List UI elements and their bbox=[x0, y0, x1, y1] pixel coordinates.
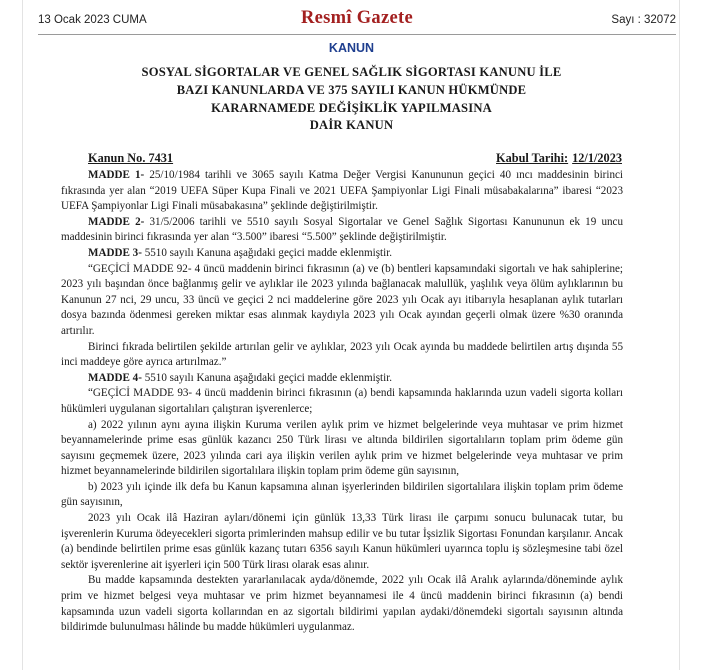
provision-paragraph bbox=[61, 511, 623, 573]
provision-paragraph bbox=[61, 340, 623, 371]
paragraph-text: b) 2023 yılı içinde ilk defa bu Kanun kapsamına alınan işyerlerinden bildirilen sigortalılara ilişkin toplam prim ödeme gün sayısının, bbox=[61, 480, 623, 509]
article-paragraph bbox=[61, 371, 623, 387]
paragraph-text: Bu madde kapsamında destekten yararlanılacak ayda/dönemde, 2022 yılı Ocak ilâ Aralık aylarında/döneminde aylık prim ve hizmet belgesi veya muhtasar ve prim hizmet beyannamesi ile 4 üncü maddenin birinci fıkrasının (a) bendi kapsamında uzun vadeli sigorta kollarından en az sigortalı bildirimi yapılan aydaki/dönemdeki sigortalı sayısının altında bildirimde bulunulması hâlinde bu madde hükümleri uygulanmaz. bbox=[61, 574, 623, 634]
law-title-line: DAİR KANUN bbox=[309, 118, 394, 133]
gazette-title: Resmî Gazete bbox=[301, 8, 413, 28]
article-paragraph bbox=[61, 215, 623, 246]
law-title-line: BAZI KANUNLARDA VE 375 SAYILI KANUN HÜKMÜNDE bbox=[176, 82, 527, 97]
article-heading: MADDE 2- bbox=[88, 215, 145, 228]
law-meta bbox=[88, 151, 622, 167]
article-heading: MADDE 4- bbox=[88, 371, 142, 384]
issue-number: Sayı : 32072 bbox=[611, 14, 676, 26]
gazette-header bbox=[38, 8, 676, 34]
acceptance-value: 12/1/2023 bbox=[572, 151, 622, 165]
page-left-border bbox=[22, 0, 23, 670]
document-type: KANUN bbox=[328, 41, 375, 55]
article-heading: MADDE 3- bbox=[88, 246, 142, 259]
article-paragraph bbox=[61, 168, 623, 215]
paragraph-text: “GEÇİCİ MADDE 93- 4 üncü maddenin birinci fıkrasının (a) bendi kapsamında haklarında uzun vadeli sigorta kolları hükümleri uygulanan sigortalıları çalıştıran işverenlerce; bbox=[61, 387, 623, 415]
issue-date: 13 Ocak 2023 CUMA bbox=[38, 14, 147, 26]
law-title-line: KARARNAMEDE DEĞİŞİKLİK YAPILMASINA bbox=[211, 100, 492, 115]
paragraph-text: 2023 yılı Ocak ilâ Haziran ayları/dönemi için günlük 13,33 Türk lirası ile çarpımı sonucu bulunacak tutar, bu işverenlerin Kuruma ödeyecekleri sigorta primlerinden mahsup edilir ve bu tutar İşsizlik Sigortası Fonundan karşılanır. Ancak (a) bendinde belirtilen prime esas günlük kazanç tutarı 6356 sayılı Kanun hükümleri uyarınca toplu iş sözleşmesine tabi özel sektör işverenlerine ait işyerleri için 500 Türk lirası olarak esas alınır. bbox=[61, 512, 623, 571]
paragraph-text: Birinci fıkrada belirtilen şekilde artırılan gelir ve aylıklar, 2023 yılı Ocak ayında bu maddede belirtilen artış dışında 55 inci maddeye göre ayrıca artırılmaz.” bbox=[61, 340, 623, 369]
law-title-line: SOSYAL SİGORTALAR VE GENEL SAĞLIK SİGORTASI KANUNU İLE bbox=[141, 65, 562, 79]
paragraph-text: a) 2022 yılının aynı ayına ilişkin Kuruma verilen aylık prim ve hizmet belgelerinde veya muhtasar ve prim hizmet beyannamelerinde prime esas günlük kazancı 250 Türk lirası ve altında bildirilen sigortalıların toplam prim ödeme gün sayısını geçmemek üzere, 2023 yılında cari aya ilişkin verilen aylık prim ve hizmet belgelerinde veya muhtasar ve prim hizmet beyannamelerinde bildirilen sigortalılara ilişkin toplam prim ödeme gün sayısının, bbox=[61, 418, 623, 478]
provision-paragraph bbox=[61, 386, 623, 417]
law-number: Kanun No. 7431 bbox=[88, 151, 174, 165]
paragraph-text: 5510 sayılı Kanuna aşağıdaki geçici madde eklenmiştir. bbox=[141, 371, 393, 384]
law-title bbox=[60, 64, 643, 135]
provision-paragraph bbox=[61, 573, 623, 635]
provision-paragraph bbox=[61, 418, 623, 480]
law-body bbox=[61, 168, 623, 636]
article-heading: MADDE 1- bbox=[88, 169, 145, 181]
acceptance-label: Kabul Tarihi: bbox=[496, 151, 569, 165]
provision-paragraph bbox=[61, 480, 623, 511]
paragraph-text: 5510 sayılı Kanuna aşağıdaki geçici madde eklenmiştir. bbox=[141, 246, 393, 259]
provision-paragraph bbox=[61, 262, 623, 340]
paragraph-text: 31/5/2006 tarihli ve 5510 sayılı Sosyal Sigortalar ve Genel Sağlık Sigortası Kanununun ek 19 uncu maddesinin birinci fıkrasında yer alan “3.500” ibaresi “5.500” şeklinde değiştirilmiştir. bbox=[61, 215, 624, 244]
paragraph-text: “GEÇİCİ MADDE 92- 4 üncü maddenin birinci fıkrasının (a) ve (b) bentleri kapsamındaki sigortalı ve hak sahiplerine; 2023 yılı başından önce bağlanmış gelir ve aylıklar ile 2023 yılında bağlanacak malullük, yaşlılık veya ölüm aylıklarının bu Kanunun 27 nci, 29 uncu, 33 üncü ve geçici 2 nci maddelerine göre 2023 yılı Ocak ayı itibarıyla hesaplanan aylık tutarları dosya bazında ödenmesi gereken miktar esas alınmak kaydıyla 2023 yılı Ocak ayından geçerli olmak üzere %30 oranında artırılır. bbox=[61, 262, 623, 337]
page-right-border bbox=[679, 0, 680, 670]
acceptance-date bbox=[496, 151, 622, 166]
article-paragraph bbox=[61, 246, 623, 262]
header-divider bbox=[38, 34, 676, 35]
paragraph-text: 25/10/1984 tarihli ve 3065 sayılı Katma Değer Vergisi Kanununun geçici 40 ıncı maddesinin birinci fıkrasında yer alan “2019 UEFA Süper Kupa Finali ve 2021 UEFA Şampiyonlar Ligi Finali müsabakalarına” ibaresi “2023 UEFA Şampiyonlar Ligi Finali müsabakasına” şeklinde değiştirilmiştir. bbox=[61, 169, 624, 213]
